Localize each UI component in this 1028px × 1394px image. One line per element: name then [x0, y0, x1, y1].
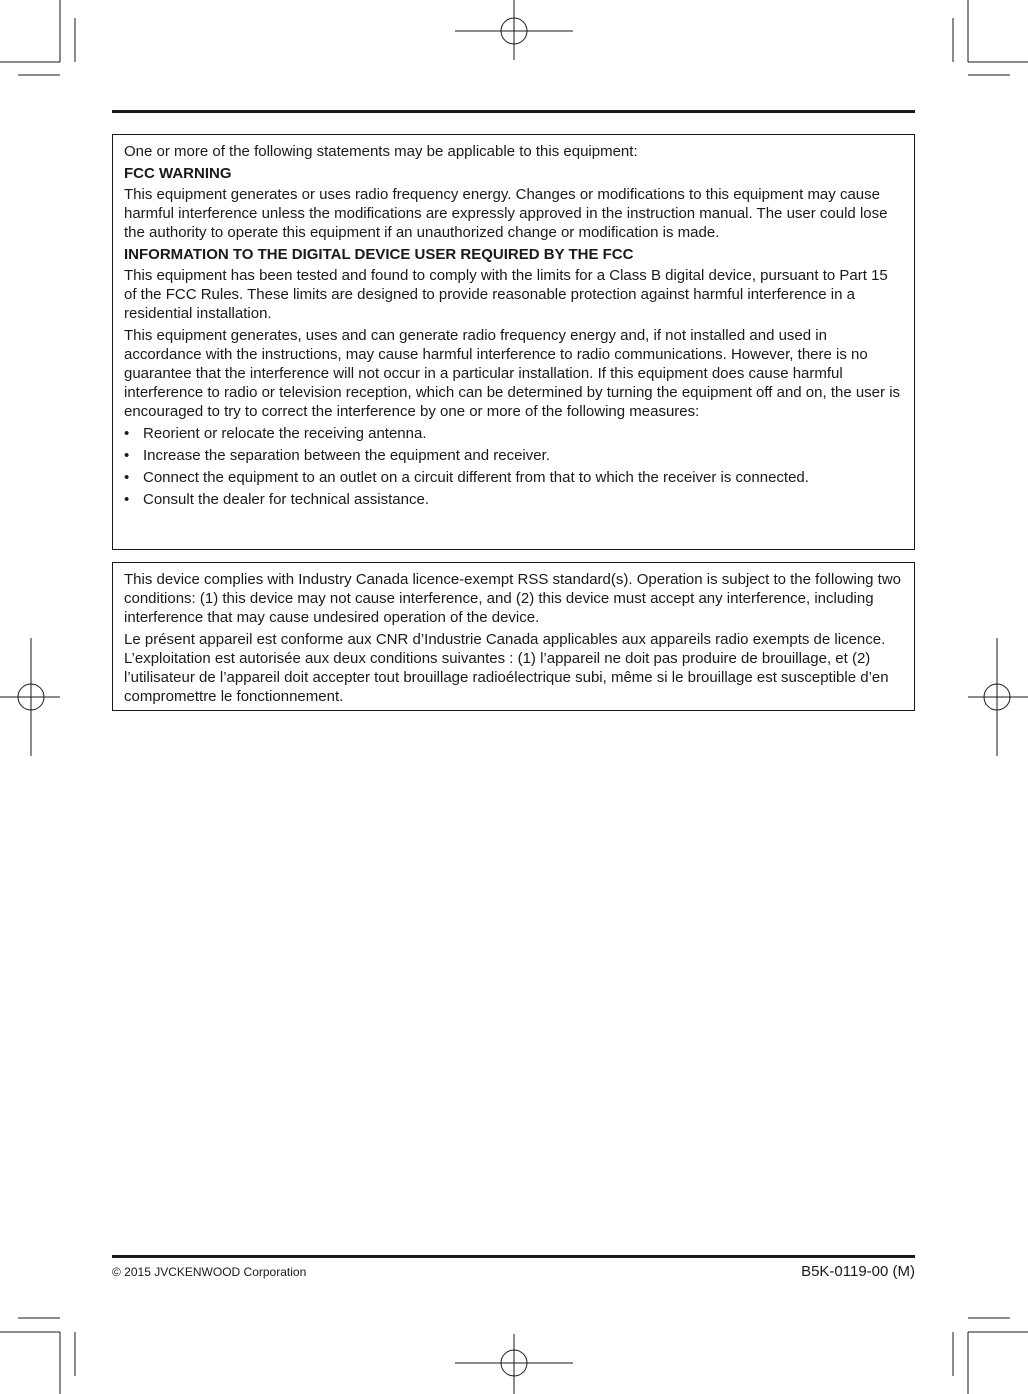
ic-french-text: Le présent appareil est conforme aux CNR d’Industrie Canada applicables aux appareils radio exempts de licence. L’exploitation est autorisée aux deux conditions suivantes : (1) l’appareil ne doit pas produire de brouillage, et (2) l’utilisateur de l’appareil doit accepter tout brouillage radioélectrique subi, même si le brouillage est susceptible d’en compromettre le fonctionnement.: [124, 631, 889, 705]
list-item-text: Connect the equipment to an outlet on a circuit different from that to which the receiver is connected.: [143, 469, 809, 486]
measures-list: [124, 424, 904, 509]
list-item: [124, 446, 904, 465]
fcc-warning-text: This equipment generates or uses radio frequency energy. Changes or modifications to this equipment may cause harmful interference unless the modifications are expressly approved in the instruction manual. The user could lose the authority to operate this equipment if an unauthorized change or modification is made.: [124, 186, 888, 241]
document-number: B5K-0119-00 (M): [801, 1263, 915, 1280]
fcc-warning-heading: FCC WARNING: [124, 165, 232, 182]
ic-english-text: This device complies with Industry Canada licence-exempt RSS standard(s). Operation is subject to the following two conditions: (1) this device may not cause interference, and (2) this device must accept any interference, including interference that may cause undesired operation of the device.: [124, 571, 902, 626]
fcc-info-heading: INFORMATION TO THE DIGITAL DEVICE USER REQUIRED BY THE FCC: [124, 246, 634, 263]
list-item: [124, 468, 904, 487]
bullet-icon: •: [124, 425, 130, 442]
list-item: [124, 424, 904, 443]
bullet-icon: •: [124, 469, 130, 486]
fcc-info-paragraph-1: This equipment has been tested and found to comply with the limits for a Class B digital device, pursuant to Part 15 of the FCC Rules. These limits are designed to provide reasonable protection against harmful interference in a residential installation.: [124, 267, 888, 322]
industry-canada-box: [112, 562, 915, 711]
fcc-statement-box: [112, 134, 915, 550]
list-item: [124, 490, 904, 509]
intro-text: One or more of the following statements may be applicable to this equipment:: [124, 143, 638, 160]
bullet-icon: •: [124, 447, 130, 464]
bullet-icon: •: [124, 491, 130, 508]
fcc-info-paragraph-2: This equipment generates, uses and can generate radio frequency energy and, if not installed and used in accordance with the instructions, may cause harmful interference to radio communications. However, there is no guarantee that the interference will not occur in a particular installation. If this equipment does cause harmful interference to radio or television reception, which can be determined by turning the equipment off and on, the user is encouraged to try to correct the interference by one or more of the following measures:: [124, 327, 901, 420]
top-rule: [112, 110, 915, 113]
bottom-rule: [112, 1255, 915, 1258]
copyright-text: © 2015 JVCKENWOOD Corporation: [112, 1265, 307, 1279]
list-item-text: Consult the dealer for technical assistance.: [143, 491, 429, 508]
list-item-text: Reorient or relocate the receiving antenna.: [143, 425, 427, 442]
list-item-text: Increase the separation between the equipment and receiver.: [143, 447, 550, 464]
